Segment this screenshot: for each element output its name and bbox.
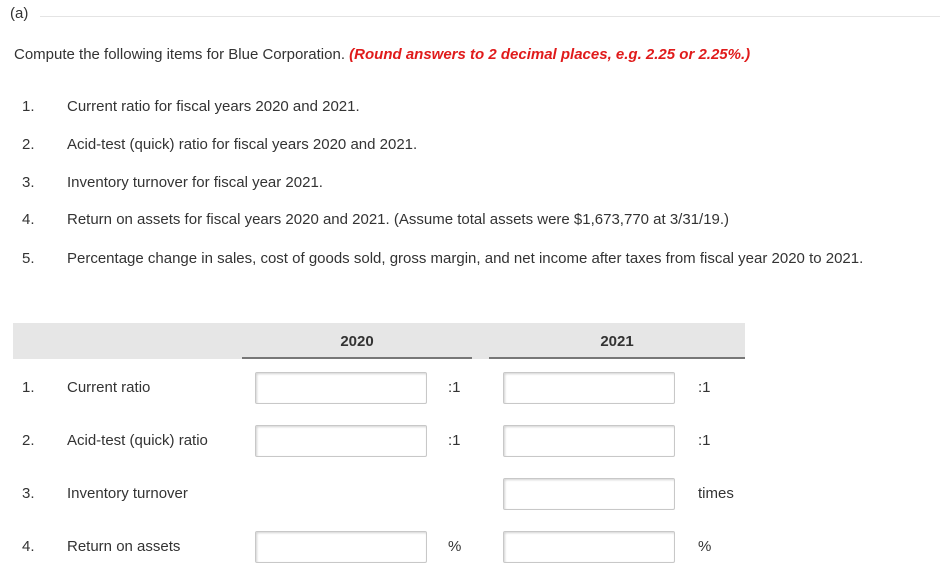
inventory-turnover-2021-input[interactable] [503,478,675,510]
instruction-text: Compute the following items for Blue Corporation. [14,46,350,63]
task-text: Current ratio for fiscal years 2020 and 2021. [67,98,360,115]
task-number: 3. [22,174,35,191]
row-label: Inventory turnover [67,485,188,502]
part-label: (a) [10,5,29,22]
acid-test-ratio-2021-input[interactable] [503,425,675,457]
task-number: 4. [22,211,35,228]
task-text: Inventory turnover for fiscal year 2021. [67,174,323,191]
row-label: Return on assets [67,538,181,555]
return-on-assets-2020-input[interactable] [255,531,427,563]
percent-suffix: % [448,538,462,555]
task-text: Acid-test (quick) ratio for fiscal years 2020 and 2021. [67,136,418,153]
row-number: 3. [22,485,35,502]
task-number: 1. [22,98,35,115]
instruction [14,46,750,63]
column-header-2021: 2021 [489,323,745,359]
current-ratio-2020-input[interactable] [255,372,427,404]
percent-suffix: % [698,538,712,555]
current-ratio-2021-input[interactable] [503,372,675,404]
row-number: 4. [22,538,35,555]
task-text: Return on assets for fiscal years 2020 and 2021. (Assume total assets were $1,673,770 at 3/31/19.) [67,211,730,228]
return-on-assets-2021-input[interactable] [503,531,675,563]
ratio-suffix: :1 [698,379,711,396]
task-text: Percentage change in sales, cost of goods sold, gross margin, and net income after taxes from fiscal year 2020 to 2021. [67,250,864,267]
row-label: Current ratio [67,379,151,396]
row-number: 2. [22,432,35,449]
task-number: 2. [22,136,35,153]
ratio-suffix: :1 [448,379,461,396]
column-header-2020: 2020 [242,323,472,359]
row-label: Acid-test (quick) ratio [67,432,208,449]
task-number: 5. [22,250,35,267]
acid-test-ratio-2020-input[interactable] [255,425,427,457]
times-suffix: times [698,485,734,502]
ratio-suffix: :1 [448,432,461,449]
rounding-note: (Round answers to 2 decimal places, e.g. 2.25 or 2.25%.) [349,46,751,63]
row-number: 1. [22,379,35,396]
part-divider [40,16,940,17]
ratio-suffix: :1 [698,432,711,449]
